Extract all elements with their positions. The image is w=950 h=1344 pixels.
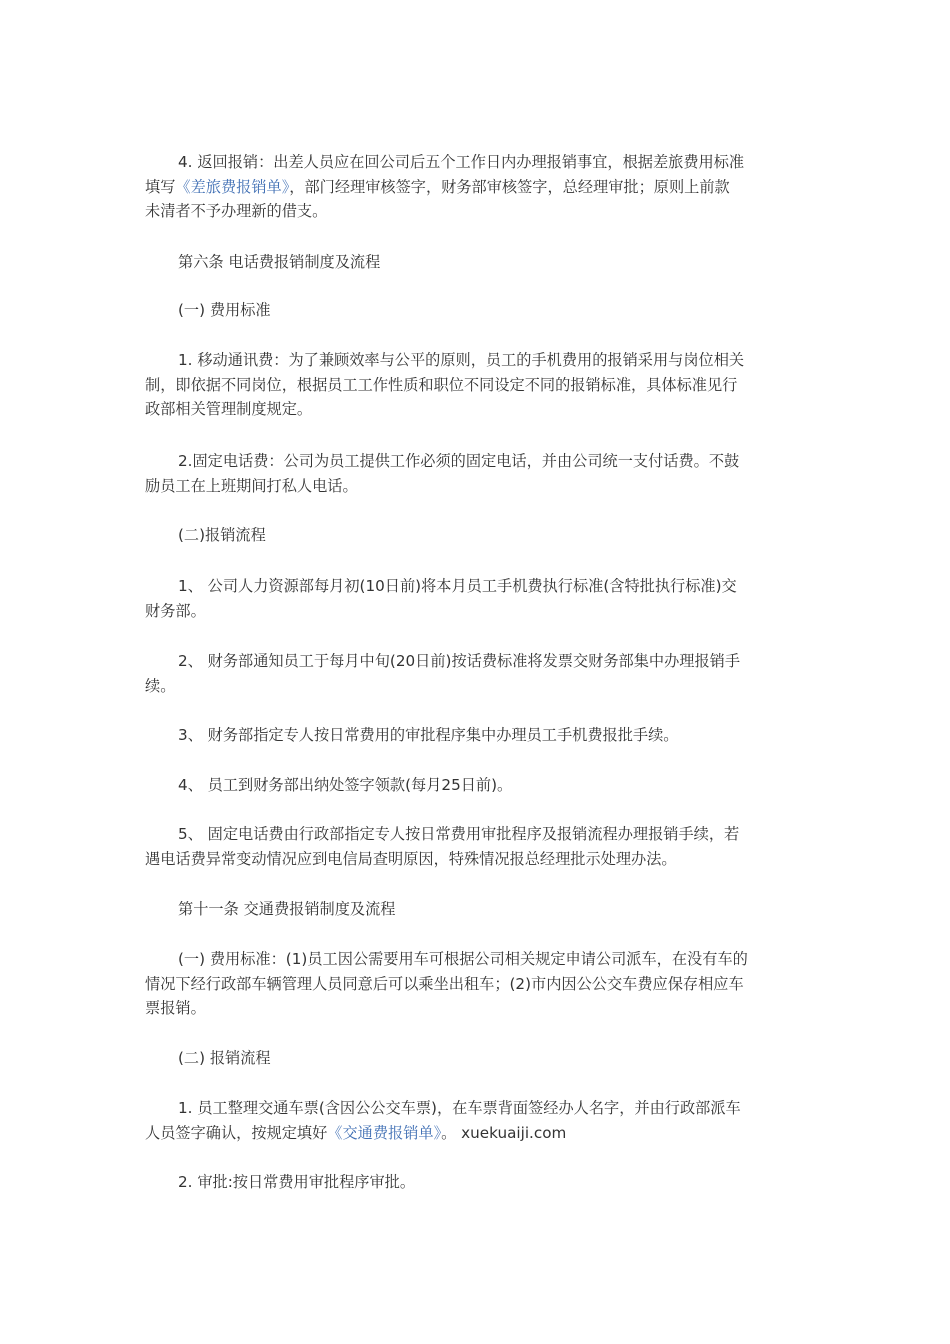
- text-line: 票报销。: [145, 999, 206, 1017]
- step-5: [145, 822, 815, 871]
- text-segment: 填写: [145, 177, 176, 196]
- article-11-heading: 第十一条 交通费报销制度及流程: [178, 900, 396, 918]
- traffic-expense-form-link[interactable]: 《交通费报销单》: [327, 1123, 442, 1142]
- text-line: 续。: [145, 676, 176, 695]
- cost-standard-heading: (一) 费用标准: [178, 301, 271, 319]
- text-segment: ，部门经理审核签字，财务部审核签字，总经理审批；原则上前款: [289, 177, 730, 196]
- travel-expense-form-link[interactable]: 《差旅费报销单》: [175, 177, 290, 196]
- paragraph-landline-fee: [145, 449, 815, 498]
- text-line: [145, 1121, 815, 1146]
- process-heading: (二)报销流程: [178, 526, 266, 544]
- text-line: 2.固定电话费：公司为员工提供工作必须的固定电话，并由公司统一支付话费。不鼓: [178, 452, 740, 470]
- text-line: 1. 员工整理交通车票(含因公公交车票)，在车票背面签经办人名字，并由行政部派车: [178, 1099, 741, 1117]
- text-line: 未清者不予办理新的借支。: [145, 202, 328, 220]
- text-line: 情况下经行政部车辆管理人员同意后可以乘坐出租车；(2)市内因公公交车费应保存相应车: [145, 974, 744, 993]
- text-line: 2、 财务部通知员工于每月中旬(20日前)按话费标准将发票交财务部集中办理报销手: [178, 652, 741, 670]
- paragraph-traffic-step-2: [145, 1170, 815, 1195]
- text-line: 4、 员工到财务部出纳处签字领款(每月25日前)。: [178, 776, 513, 794]
- text-line: 1. 移动通讯费：为了兼顾效率与公平的原则，员工的手机费用的报销采用与岗位相关: [178, 351, 745, 369]
- text-segment: 人员签字确认，按规定填好: [145, 1123, 328, 1142]
- text-line: 遇电话费异常变动情况应到电信局查明原因，特殊情况报总经理批示处理办法。: [145, 849, 677, 868]
- text-line: [145, 175, 815, 200]
- text-line: 5、 固定电话费由行政部指定专人按日常费用审批程序及报销流程办理报销手续，若: [178, 825, 740, 843]
- paragraph-traffic-standard: [145, 947, 815, 1021]
- text-line: 财务部。: [145, 601, 206, 620]
- paragraph-mobile-fee: [145, 348, 815, 422]
- step-2: [145, 649, 815, 698]
- text-line: (一) 费用标准：(1)员工因公需要用车可根据公司相关规定申请公司派车，在没有车的: [178, 950, 748, 968]
- text-line: 2. 审批:按日常费用审批程序审批。: [178, 1173, 416, 1191]
- text-line: 4. 返回报销：出差人员应在回公司后五个工作日内办理报销事宜，根据差旅费用标准: [178, 153, 745, 171]
- step-1: [145, 574, 815, 623]
- paragraph-return-reimbursement: [145, 150, 815, 224]
- text-segment: 。 xuekuaiji.com: [441, 1123, 567, 1142]
- text-line: 政部相关管理制度规定。: [145, 400, 313, 418]
- step-4: [145, 773, 815, 798]
- text-line: 励员工在上班期间打私人电话。: [145, 476, 358, 495]
- paragraph-traffic-step-1: [145, 1096, 815, 1145]
- text-line: 3、 财务部指定专人按日常费用的审批程序集中办理员工手机费报批手续。: [178, 726, 679, 744]
- article-6-heading: 第六条 电话费报销制度及流程: [178, 253, 381, 271]
- step-3: [145, 723, 815, 748]
- text-line: 1、 公司人力资源部每月初(10日前)将本月员工手机费执行标准(含特批执行标准)交: [178, 577, 737, 595]
- text-line: 制，即依据不同岗位，根据员工工作性质和职位不同设定不同的报销标准，具体标准见行: [145, 375, 738, 394]
- traffic-process-heading: (二) 报销流程: [178, 1049, 271, 1067]
